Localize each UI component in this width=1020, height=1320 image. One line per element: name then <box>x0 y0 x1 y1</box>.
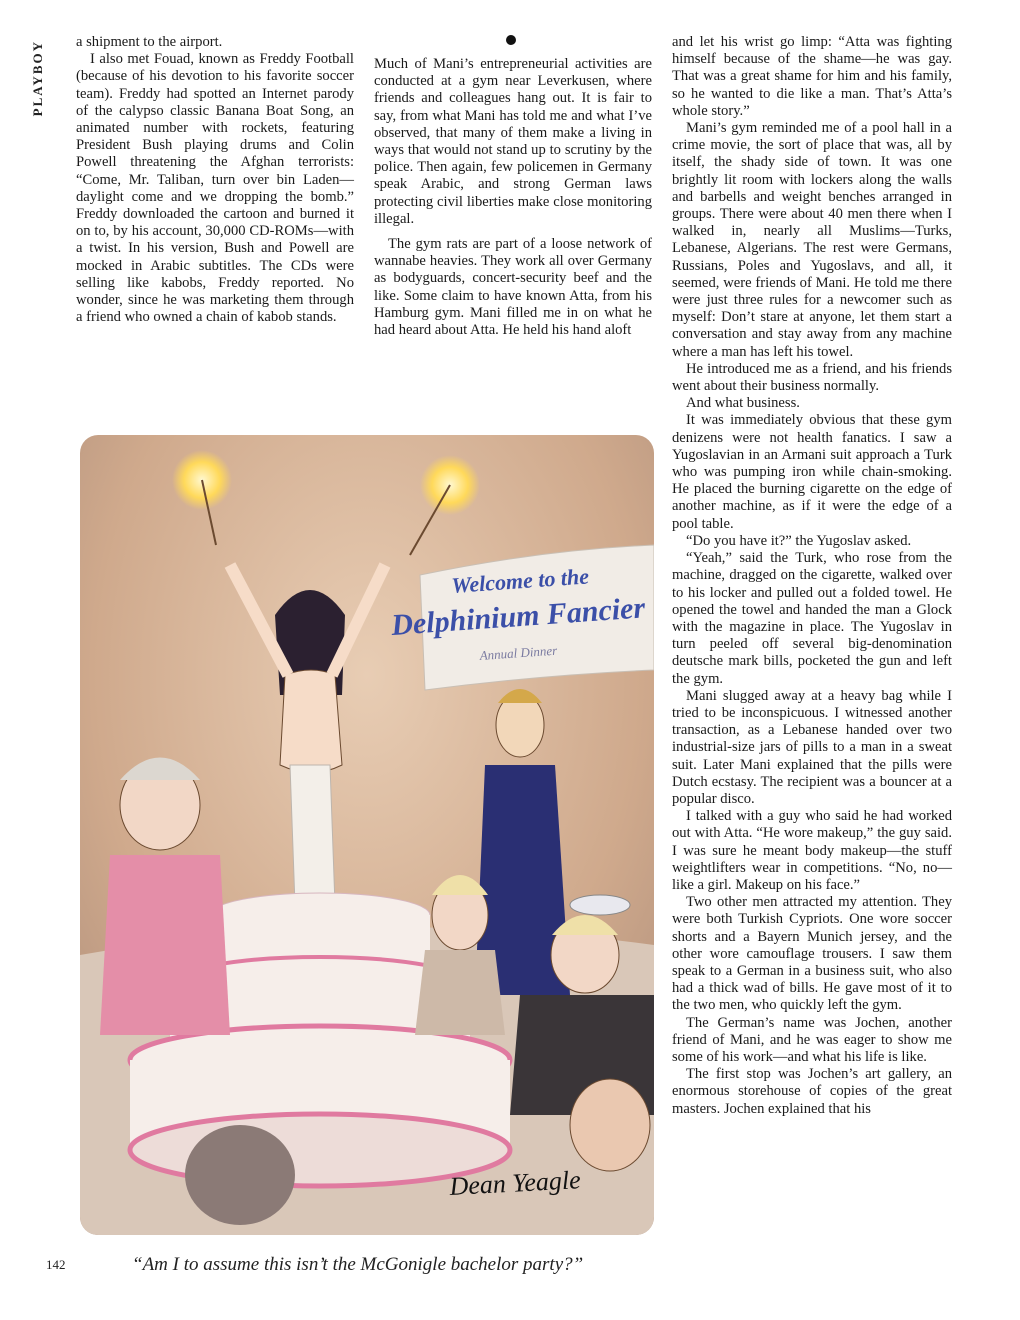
paragraph: He introduced me as a friend, and his friends went about their business normally. <box>672 360 952 395</box>
paragraph: And what business. <box>686 395 800 412</box>
artist-signature: Dean Yeagle <box>448 1165 582 1201</box>
paragraph: a shipment to the airport. <box>76 34 223 50</box>
column-2 <box>374 56 652 339</box>
paragraph: The gym rats are part of a loose network of wannabe heavies. They work all over Germany as bodyguards, concert-security beef and the like. Some claim to have known Atta, from his Hamburg gym. Mani filled me in on what he had heard about Atta. He held his hand aloft <box>374 236 652 339</box>
banner-line-2: Delphinium Fancier <box>390 591 647 642</box>
paragraph: The German’s name was Jochen, another friend of Mani, and he was eager to show me some of his work—and what his life is like. <box>672 1014 952 1065</box>
paragraph: I talked with a guy who said he had worked out with Atta. “He wore makeup,” the guy said. I was sure he meant body makeup—the stuff weightlifters wear in competitions. “No, no—like a girl. Makeup on his face.” <box>672 808 952 893</box>
paragraph: Two other men attracted my attention. They were both Turkish Cypriots. One wore soccer shorts and a Bayern Munich jersey, and the other wore camouflage trousers. I saw them speak to a German in a business suit, who also had a thick wad of bills. He gave most of it to the two men, who quickly left the gym. <box>672 894 952 1014</box>
paragraph: I also met Fouad, known as Freddy Football (because of his devotion to his favorite soccer team). Freddy had spotted an Internet parody of the calypso classic Banana Boat Song, an animated number with rockets, featuring President Bush playing drums and Colin Powell threatening the Afghan terrorists: “Come, Mr. Taliban, turn over bin Laden—daylight come and we dropping the bomb.” Freddy downloaded the cartoon and burned it on to, by his account, 30,000 CD-ROMs—with a twist. In his version, Bush and Powell are mocked in Arabic subtitles. The CDs were selling like kabobs, Freddy reported. No wonder, since he was marketing them through a friend who owned a chain of kabob stands. <box>76 51 354 326</box>
page-number: 142 <box>46 1257 66 1272</box>
paragraph: Mani slugged away at a heavy bag while I tried to be inconspicuous. I witnessed another transaction, as a Lebanese handed over two industrial-size jars of pills to a man in a sweat suit. Later Mani explained that the pills were Dutch ecstasy. The recipient was a bouncer at a popular disco. <box>672 687 952 807</box>
paragraph: The first stop was Jochen’s art gallery, an enormous storehouse of copies of the great masters. Jochen explained that his <box>672 1066 952 1117</box>
column-3 <box>672 34 952 1118</box>
paragraph: It was immediately obvious that these gym denizens were not health fanatics. I saw a Yugoslavian in an Armani suit approach a Turk who was pumping iron while chain-smoking. He placed the burning cigarette on the edge of another machine, as if it were the edge of a pool table. <box>672 412 952 532</box>
column-1 <box>76 34 354 326</box>
running-head: PLAYBOY <box>30 40 45 117</box>
cartoon-caption: “Am I to assume this isn’t the McGonigle bachelor party?” <box>132 1254 584 1275</box>
paragraph: and let his wrist go limp: “Atta was fighting himself because of the shame—he was gay. That was a great shame for him and his family, so he wanted to die like a man. That’s Atta’s whole story.” <box>672 34 952 119</box>
section-bullet <box>506 35 516 45</box>
paragraph: “Yeah,” said the Turk, who rose from the machine, dragged on the cigarette, walked over to his locker and pulled out a folded towel. He opened the towel and handed the man a Glock with the magazine in place. The Yugoslav in turn peeled off several big-denomination deutsche mark bills, pocketed the gun and left the gym. <box>672 550 952 687</box>
banner-line-3: Annual Dinner <box>479 642 558 663</box>
paragraph: Mani’s gym reminded me of a pool hall in a crime movie, the sort of place that was, all by itself, the shady side of town. It was one brightly lit room with lockers along the walls and barbells and weight benches arranged in groups. There were about 40 men there when I walked in, nearly all Muslims—Turks, Lebanese, Algerians. The rest were Germans, Russians, Poles and Yugoslavs, and all, it seemed, were friends of Mani. He told me there were just three rules for a newcomer such as myself: Don’t stare at anyone, let them start a conversation and stay away from any machine where a man has left his towel. <box>672 120 952 360</box>
banner-line-1: Welcome to the <box>450 563 590 598</box>
paragraph: “Do you have it?” the Yugoslav asked. <box>686 532 912 549</box>
paragraph: Much of Mani’s entrepreneurial activities are conducted at a gym near Leverkusen, where friends and colleagues hang out. It is fair to say, from what Mani has told me and what I’ve observed, that many of them make a living in ways that would not stand up to scrutiny by the police. Then again, few policemen in Germany speak Arabic, and strong German laws protecting civil liberties make close monitoring illegal. <box>374 56 652 227</box>
cartoon-illustration <box>80 435 654 1235</box>
